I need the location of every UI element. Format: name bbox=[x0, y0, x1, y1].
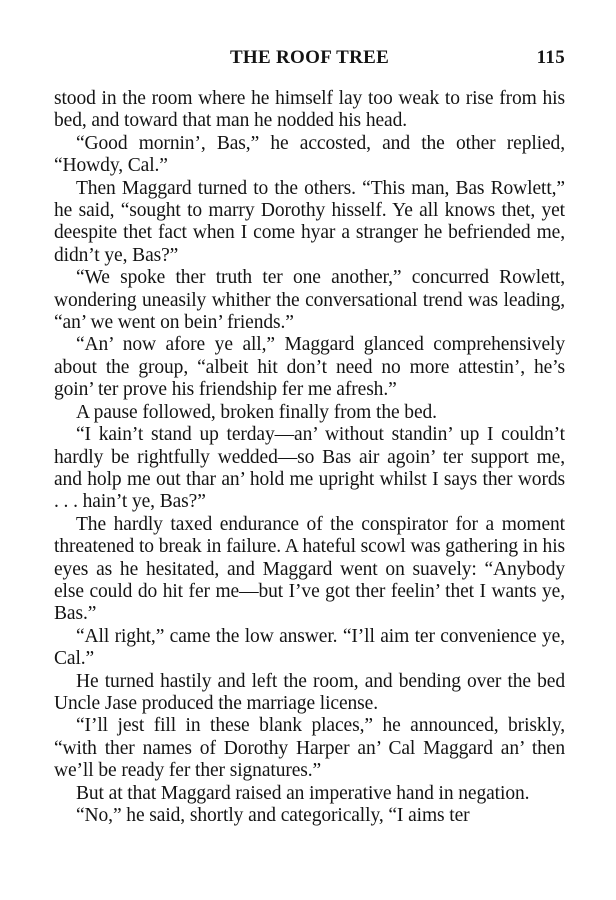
running-title: THE ROOF TREE bbox=[229, 47, 390, 68]
paragraph: “All right,” came the low answer. “I’ll aim ter convenience ye, Cal.” bbox=[54, 625, 565, 670]
paragraph: The hardly taxed endurance of the conspirator for a moment threatened to break in failure. A hateful scowl was gathering in his eyes as he hesitated, and Maggard went on suavely: “Anybody else could do hit fer me—but I’ve got ther feelin’ thet I wants ye, Bas.” bbox=[54, 513, 565, 625]
book-page bbox=[54, 47, 565, 827]
paragraph: stood in the room where he himself lay too weak to rise from his bed, and toward that man he nodded his head. bbox=[54, 88, 565, 132]
paragraph: A pause followed, broken finally from the bed. bbox=[76, 401, 437, 423]
page-number: 115 bbox=[536, 47, 565, 68]
paragraph: He turned hastily and left the room, and bending over the bed Uncle Jase produced the marriage license. bbox=[54, 670, 565, 714]
paragraph: Then Maggard turned to the others. “This man, Bas Rowlett,” he said, “sought to marry Dorothy hisself. Ye all knows thet, yet deespite thet fact when I come hyar a stranger he befriended me, didn’t ye, Bas?” bbox=[54, 177, 565, 266]
paragraph: “Good mornin’, Bas,” he accosted, and the other replied, “Howdy, Cal.” bbox=[54, 132, 565, 177]
paragraph: “I kain’t stand up terday—an’ without standin’ up I couldn’t hardly be rightfully wedded—so Bas air agoin’ ter support me, and holp me out thar an’ hold me upright whilst I says ther words . . . hain’t ye, Bas?” bbox=[54, 424, 565, 513]
body-text bbox=[54, 88, 565, 827]
paragraph: “We spoke ther truth ter one another,” concurred Rowlett, wondering uneasily whither the conversational trend was leading, “an’ we went on bein’ friends.” bbox=[54, 267, 565, 334]
paragraph: “I’ll jest fill in these blank places,” he announced, briskly, “with ther names of Dorothy Harper an’ Cal Maggard an’ then we’ll be ready fer ther signatures.” bbox=[54, 715, 565, 782]
paragraph: But at that Maggard raised an imperative hand in negation. bbox=[76, 782, 530, 804]
running-header bbox=[54, 47, 565, 71]
paragraph: “An’ now afore ye all,” Maggard glanced comprehensively about the group, “albeit hit don’t need no more attestin’, he’s goin’ ter prove his friendship fer me afresh.” bbox=[54, 334, 565, 401]
paragraph: “No,” he said, shortly and categorically, “I aims ter bbox=[76, 805, 470, 826]
